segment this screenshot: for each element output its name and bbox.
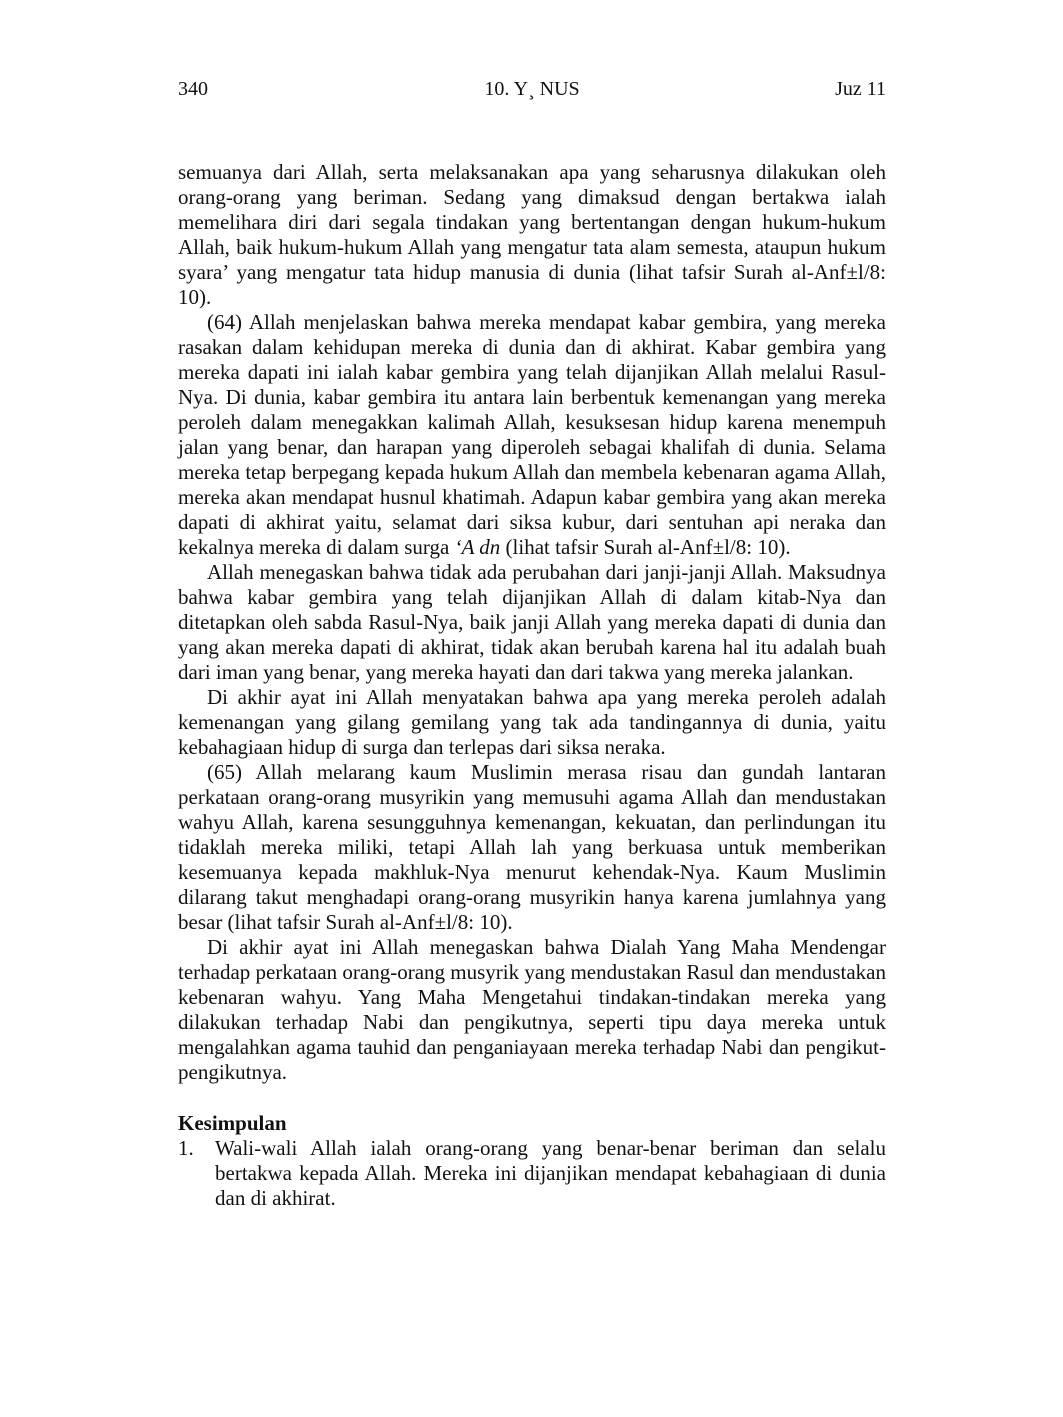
list-item-number: 1. bbox=[178, 1136, 194, 1160]
paragraph-text: Allah menegaskan bahwa tidak ada perubahan dari janji-janji Allah. Maksudnya bahwa kabar gembira yang telah dijanjikan Allah di dalam kitab-Nya dan ditetapkan oleh sabda Rasul-Nya, baik janji Allah yang mereka dapati di dunia dan yang akan mereka dapati di akhirat, tidak akan berubah karena hal itu adalah buah dari iman yang benar, yang mereka hayati dan dari takwa yang mereka jalankan. bbox=[178, 560, 886, 684]
paragraph-verse-65 bbox=[178, 760, 886, 935]
conclusion-list bbox=[178, 1136, 886, 1211]
juz-label: Juz 11 bbox=[835, 78, 886, 100]
book-page bbox=[178, 76, 886, 1211]
paragraph-continuation bbox=[178, 160, 886, 310]
paragraph-text: Di akhir ayat ini Allah menyatakan bahwa apa yang mereka peroleh adalah kemenangan yang gilang gemilang yang tak ada tandingannya di dunia, yaitu kebahagiaan hidup di surga dan terlepas dari siksa neraka. bbox=[178, 685, 886, 759]
chapter-title: 10. Y¸ NUS bbox=[484, 78, 580, 100]
page-number: 340 bbox=[178, 78, 208, 100]
list-item bbox=[178, 1136, 886, 1211]
section-heading-kesimpulan: Kesimpulan bbox=[178, 1111, 287, 1135]
body-text bbox=[178, 160, 886, 1211]
list-item-text: Wali-wali Allah ialah orang-orang yang benar-benar beriman dan selalu bertakwa kepada Allah. Mereka ini dijanjikan mendapat kebahagiaan di dunia dan di akhirat. bbox=[215, 1136, 886, 1210]
paragraph-text: semuanya dari Allah, serta melaksanakan apa yang seharusnya dilakukan oleh orang-orang yang beriman. Sedang yang dimaksud dengan bertakwa ialah memelihara diri dari segala tindakan yang bertentangan dengan hukum-hukum Allah, baik hukum-hukum Allah yang mengatur tata alam semesta, ataupun hukum syara’ yang mengatur tata hidup manusia di dunia (lihat tafsir Surah al-Anf±l/8: 10). bbox=[178, 160, 886, 309]
paragraph-text: Di akhir ayat ini Allah menegaskan bahwa Dialah Yang Maha Mendengar terhadap perkataan orang-orang musyrik yang mendustakan Rasul dan mendustakan kebenaran wahyu. Yang Maha Mengetahui tindakan-tindakan mereka yang dilakukan terhadap Nabi dan pengikutnya, seperti tipu daya mereka untuk mengalahkan agama tauhid dan penganiayaan mereka terhadap Nabi dan pengikut-pengikutnya. bbox=[178, 935, 886, 1084]
paragraph bbox=[178, 685, 886, 760]
paragraph-text: (65) Allah melarang kaum Muslimin merasa risau dan gundah lantaran perkataan orang-orang musyrikin yang memusuhi agama Allah dan mendustakan wahyu Allah, karena sesungguhnya kemenangan, kekuatan, dan perlindungan itu tidaklah mereka miliki, tetapi Allah lah yang berkuasa untuk memberikan kesemuanya kepada makhluk-Nya menurut kehendak-Nya. Kaum Muslimin dilarang takut menghadapi orang-orang musyrikin hanya karena jumlahnya yang besar (lihat tafsir Surah al-Anf±l/8: 10). bbox=[178, 760, 886, 934]
paragraph-text: (64) Allah menjelaskan bahwa mereka mendapat kabar gembira, yang mereka rasakan dalam kehidupan mereka di dunia dan di akhirat. Kabar gembira yang mereka dapati ini ialah kabar gembira yang telah dijanjikan Allah melalui Rasul-Nya. Di dunia, kabar gembira itu antara lain berbentuk kemenangan yang mereka peroleh dalam menegakkan kalimah Allah, kesuksesan hidup karena menempuh jalan yang benar, dan harapan yang diperoleh sebagai khalifah di dunia. Selama mereka tetap berpegang kepada hukum Allah dan membela kebenaran agama Allah, mereka akan mendapat husnul khatimah. Adapun kabar gembira yang akan mereka dapati di akhirat yaitu, selamat dari siksa kubur, dari sentuhan api neraka dan kekalnya mereka di dalam surga bbox=[178, 310, 886, 559]
italic-term: ‘A dn bbox=[454, 535, 501, 559]
paragraph-text-after: (lihat tafsir Surah al-Anf±l/8: 10). bbox=[500, 535, 791, 559]
running-header bbox=[178, 76, 886, 102]
paragraph bbox=[178, 560, 886, 685]
paragraph bbox=[178, 935, 886, 1085]
paragraph-verse-64 bbox=[178, 310, 886, 560]
